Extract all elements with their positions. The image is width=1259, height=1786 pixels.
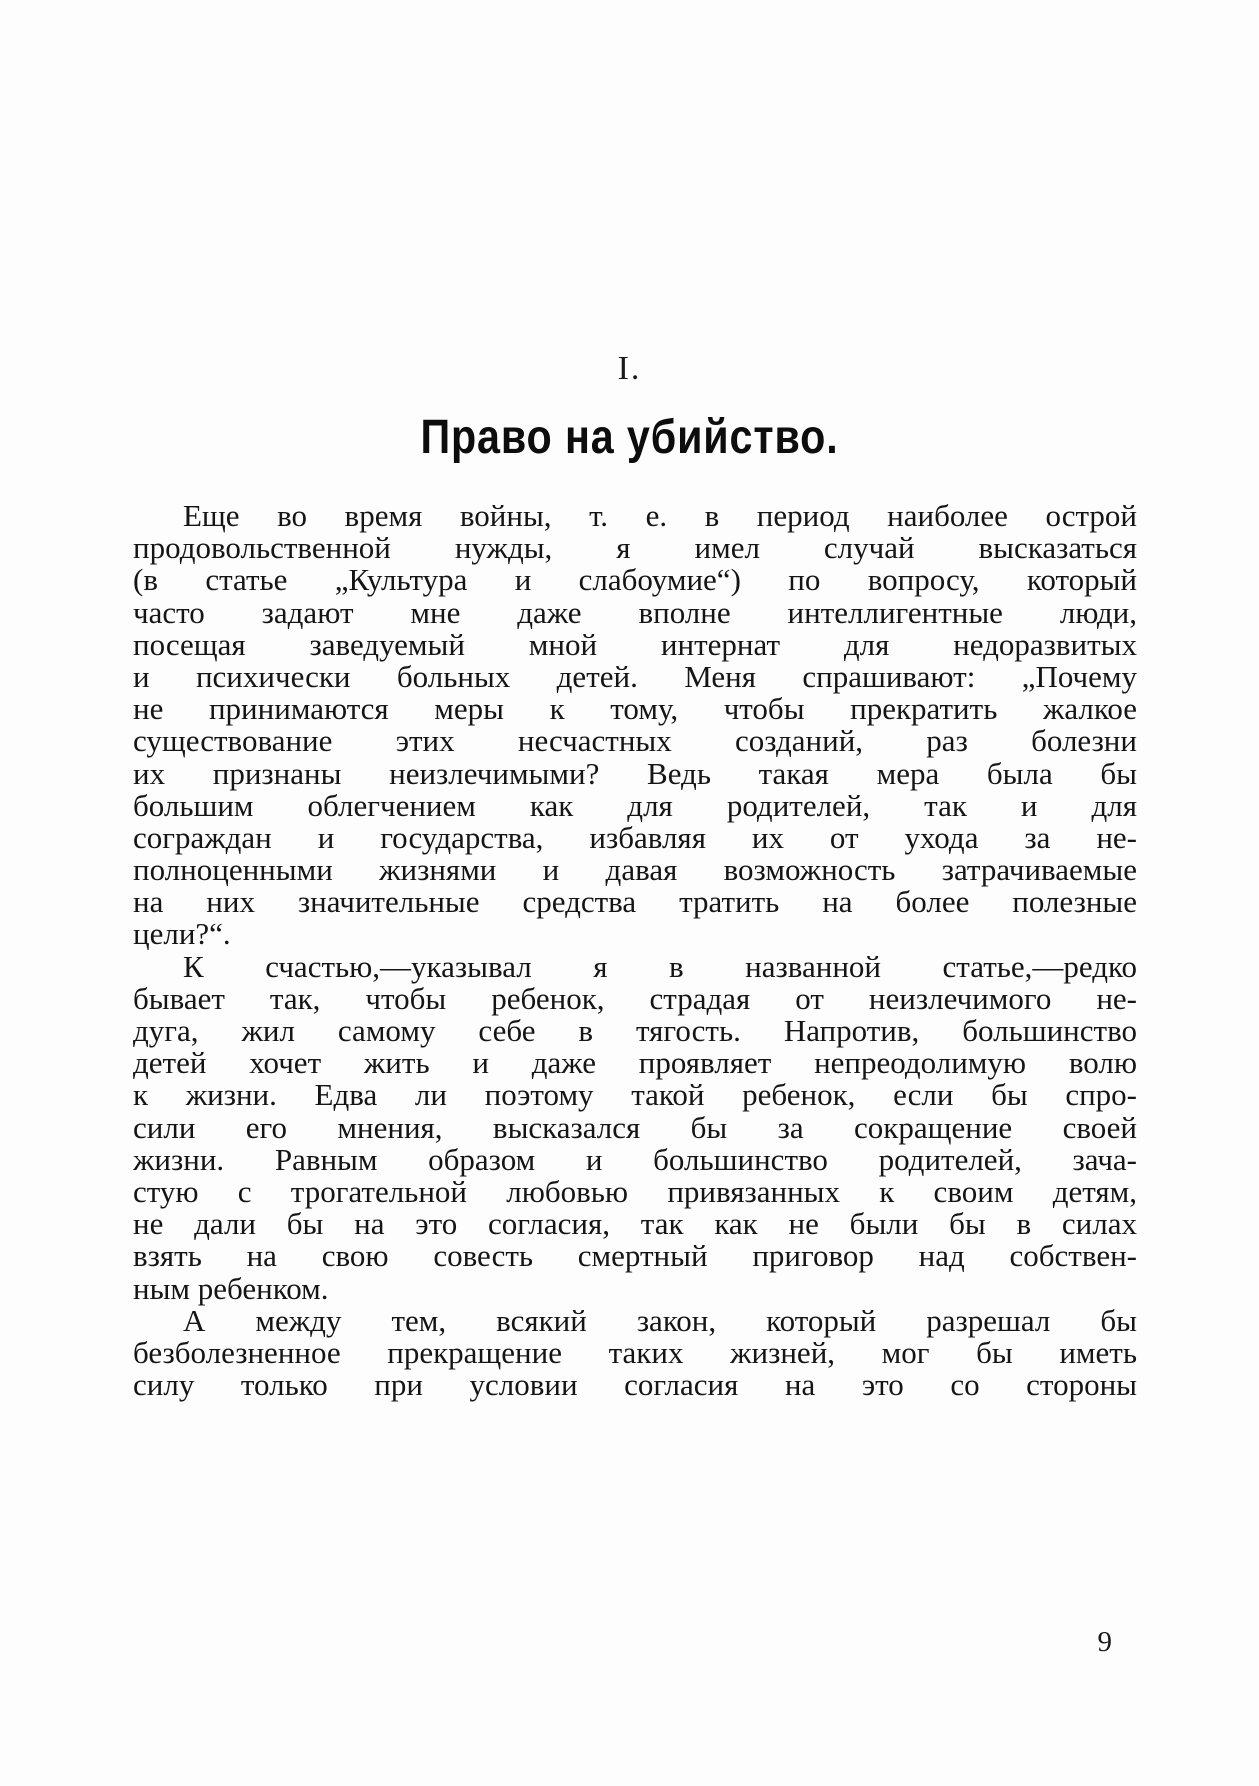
text-line: на них значительные средства тратить на более полезные (133, 884, 1137, 920)
body-text (133, 500, 1137, 1401)
text-line: силу только при условии согласия на это со стороны (133, 1367, 1137, 1403)
text-line: цели?“. (133, 916, 231, 952)
chapter-number: I. (617, 350, 642, 387)
text-line: часто задают мне даже вполне интеллигентные люди, (133, 594, 1137, 630)
text-line: дуга, жил самому себе в тягость. Напротив, большинство (133, 1013, 1137, 1048)
text-line: К счастью,—указывал я в названной статье,—редко (183, 948, 1137, 984)
paragraph-3 (133, 1302, 1137, 1403)
text-line: их признаны неизлечимыми? Ведь такая мера была бы (133, 755, 1137, 791)
text-line: ным ребенком. (133, 1270, 329, 1306)
text-line: сили его мнения, высказался бы за сокращение своей (133, 1109, 1137, 1145)
text-line: сограждан и государства, избавляя их от ухода за не- (133, 819, 1137, 855)
text-line: существование этих несчастных созданий, раз болезни (133, 723, 1137, 759)
text-line: безболезненное прекращение таких жизней, мог бы иметь (133, 1334, 1137, 1370)
text-line: продовольственной нужды, я имел случай высказаться (133, 530, 1137, 566)
text-line: жизни. Равным образом и большинство родителей, зача- (133, 1141, 1137, 1177)
text-line: детей хочет жить и даже проявляет непреодолимую волю (133, 1045, 1137, 1081)
paragraph-2 (133, 948, 1137, 1306)
chapter-title: Право на убийство. (420, 411, 839, 464)
page-number: 9 (1097, 1626, 1112, 1658)
text-line: А между тем, всякий закон, который разрешал бы (183, 1302, 1137, 1338)
text-line: полноценными жизнями и давая возможность затрачиваемые (133, 852, 1137, 888)
text-line: к жизни. Едва ли поэтому такой ребенок, если бы спро- (133, 1077, 1137, 1113)
text-line: Еще во время войны, т. е. в период наиболее острой (183, 498, 1137, 533)
text-line: стую с трогательной любовью привязанных к своим детям, (133, 1173, 1137, 1209)
text-line: взять на свою совесть смертный приговор над собствен- (133, 1238, 1137, 1274)
text-line: и психически больных детей. Меня спрашивают: „Почему (133, 658, 1137, 694)
text-line: не дали бы на это согласия, так как не были бы в силах (133, 1206, 1137, 1242)
text-line: большим облегчением как для родителей, так и для (133, 787, 1137, 823)
text-line: не принимаются меры к тому, чтобы прекратить жалкое (133, 691, 1137, 727)
paragraph-1 (133, 500, 1137, 951)
text-line: бывает так, чтобы ребенок, страдая от неизлечимого не- (133, 980, 1137, 1016)
text-line: посещая заведуемый мной интернат для недоразвитых (133, 626, 1137, 662)
text-line: (в статье „Культура и слабоумие“) по вопросу, который (133, 562, 1137, 598)
